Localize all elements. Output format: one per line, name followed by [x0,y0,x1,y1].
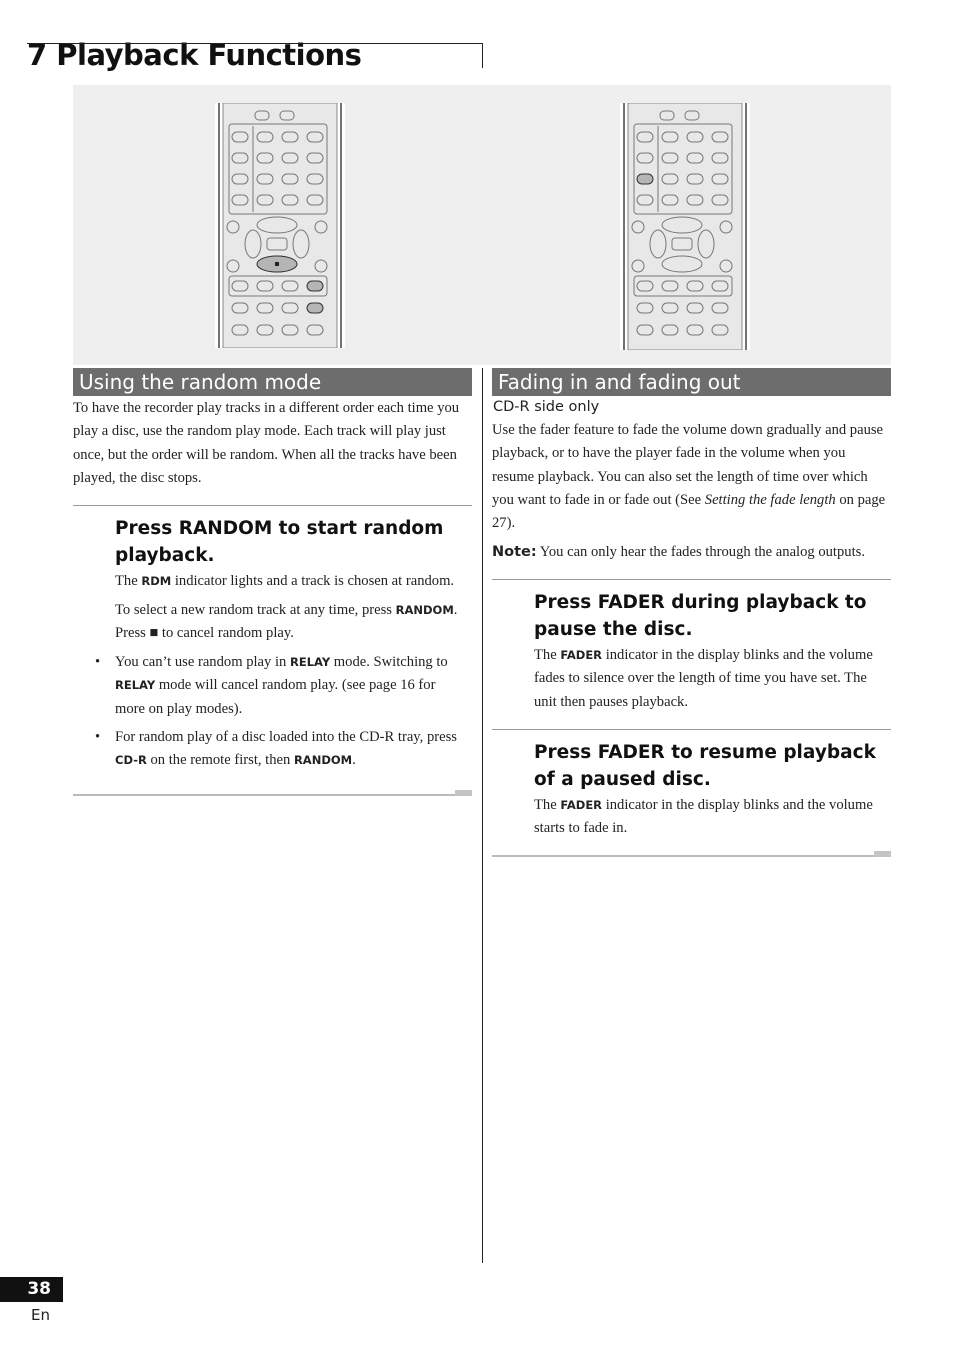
indicator-rdm: RDM [141,574,172,588]
bullet-cdr-tray: • For random play of a disc loaded into the CD-R tray, press CD-R on the remote first, then RANDOM. [115,726,465,773]
fading-intro: Use the fader feature to fade the volume down gradually and pause playback, or to have the player fade in the volume when you resume playback. You can also set the length of time over which you want to fade in or fade out (See Setting the fade length on page 27). [492,422,886,532]
fading-subtitle: CD-R side only [493,399,600,415]
indicator-fader: FADER [560,648,603,662]
page-number: 38 [0,1277,63,1302]
step-title-fader-pause: Press FADER during playback to pause the disc. [534,592,867,640]
step-divider [73,505,472,506]
chapter-title: 7 Playback Functions [27,38,362,72]
bullet-icon: • [95,729,101,745]
note-label: Note: [492,544,537,560]
section-end-marker [455,790,472,796]
fader-pause-description: The FADER indicator in the display blinks and the volume fades to silence over the length of time you have set. The unit then pauses playback. [534,647,873,710]
remote-figure-panel [73,85,891,365]
step-title-fader-resume: Press FADER to resume playback of a paused disc. [534,742,876,790]
title-rule [27,43,483,44]
column-divider [482,368,483,1263]
random-step-new-track: To select a new random track at any time, press RANDOM. Press ■ to cancel random play. [115,602,458,642]
bullet-icon: • [95,654,101,670]
title-rule-tick [482,43,483,68]
bullet-relay-mode: • You can’t use random play in RELAY mode. Switching to RELAY mode will cancel random play. (see page 16 for more on play modes). [115,651,460,721]
section-end-rule [73,794,472,796]
step-title-random: Press RANDOM to start random playback. [115,518,444,566]
fading-note: Note: You can only hear the fades through the analog outputs. [492,544,865,560]
section-title-fading: Fading in and fading out [492,368,891,396]
random-mode-intro: To have the recorder play tracks in a different order each time you play a disc, use the random play mode. Each track will play just once, but the order will be random. When all the tracks have been played, the disc stops. [73,400,460,486]
step-divider [492,729,891,730]
fader-resume-description: The FADER indicator in the display blinks and the volume starts to fade in. [534,797,873,837]
button-name-random: RANDOM [395,603,454,617]
section-title-random-mode: Using the random mode [73,368,472,396]
random-step-description: The RDM indicator lights and a track is chosen at random. [115,573,455,589]
language-code: En [31,1306,50,1324]
indicator-fader: FADER [560,798,603,812]
remote-illustration-random [215,103,345,348]
step-divider [492,579,891,580]
remote-illustration-fader [620,103,750,350]
section-end-rule [492,855,891,857]
section-end-marker [874,851,891,857]
